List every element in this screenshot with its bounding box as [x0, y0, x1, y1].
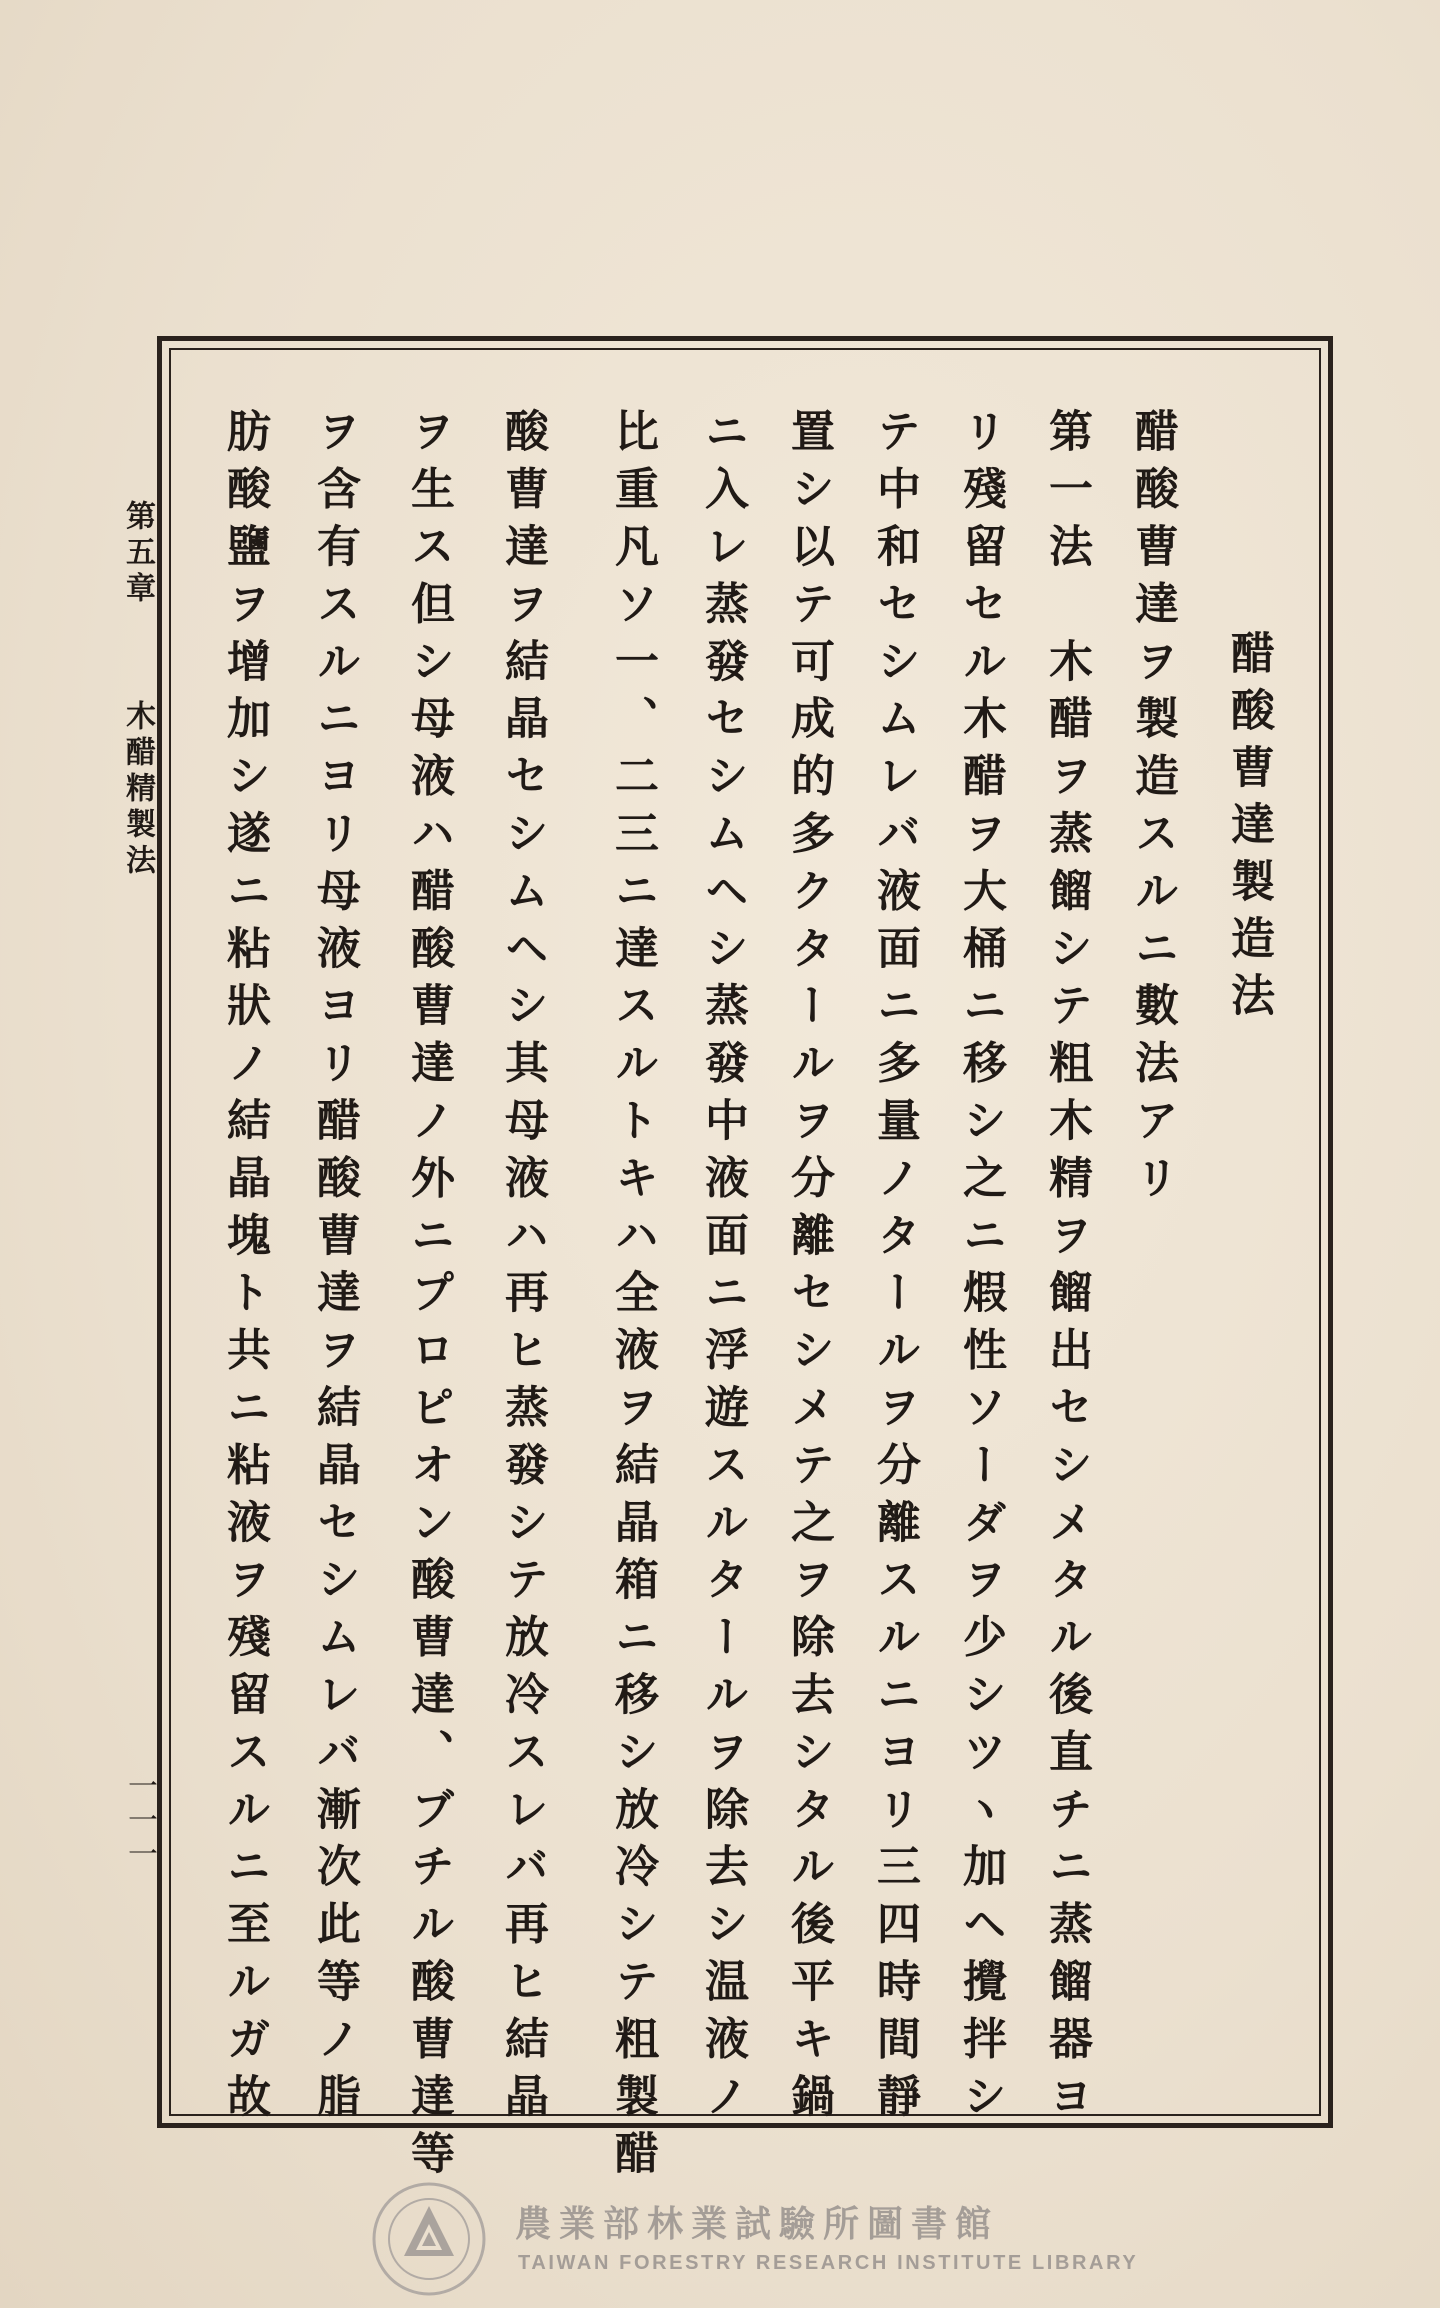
body-column-10: ヲ含有スルニヨリ母液ヨリ醋酸曹達ヲ結晶セシムレバ漸次此等ノ脂	[309, 408, 360, 2130]
library-name-english: TAIWAN FORESTRY RESEARCH INSTITUTE LIBRARY	[518, 2252, 1139, 2274]
running-header-chapter: 第五章	[120, 500, 155, 608]
body-column-5: 置シ以テ可成的多クタールヲ分離セシメテ之ヲ除去シタル後平キ鍋	[783, 408, 834, 2130]
section-heading: 醋酸曹達製造法	[1223, 630, 1274, 1029]
body-column-2: 第一法 木醋ヲ蒸餾シテ粗木精ヲ餾出セシメタル後直チニ蒸餾器ヨ	[1041, 408, 1092, 2130]
body-column-6: ニ入レ蒸發セシムヘシ蒸發中液面ニ浮遊スルタールヲ除去シ温液ノ	[697, 408, 748, 2130]
body-column-8: 酸曹達ヲ結晶セシムヘシ其母液ハ再ヒ蒸發シテ放冷スレバ再ヒ結晶	[497, 408, 548, 2130]
body-column-3: リ殘留セル木醋ヲ大桶ニ移シ之ニ煆性ソーダヲ少シツヽ加ヘ攪拌シ	[955, 408, 1006, 2130]
running-header-title: 木醋精製法	[120, 700, 155, 880]
body-column-9: ヲ生ス但シ母液ハ醋酸曹達ノ外ニプロピオン酸曹達、ブチル酸曹達等	[403, 408, 454, 2188]
page-number: 一一一	[122, 1770, 157, 1872]
body-column-11: 肪酸鹽ヲ增加シ遂ニ粘狀ノ結晶塊ト共ニ粘液ヲ殘留スルニ至ルガ故	[219, 408, 270, 2130]
body-column-4: テ中和セシムレバ液面ニ多量ノタールヲ分離スルニヨリ三四時間靜	[869, 408, 920, 2130]
library-seal-icon	[370, 2180, 488, 2298]
library-name-chinese: 農業部林業試驗所圖書館	[515, 2204, 1000, 2245]
body-column-1: 醋酸曹達ヲ製造スルニ數法アリ	[1127, 408, 1178, 1212]
body-column-7: 比重凡ソ一、二三ニ達スルトキハ全液ヲ結晶箱ニ移シ放冷シテ粗製醋	[607, 408, 658, 2188]
